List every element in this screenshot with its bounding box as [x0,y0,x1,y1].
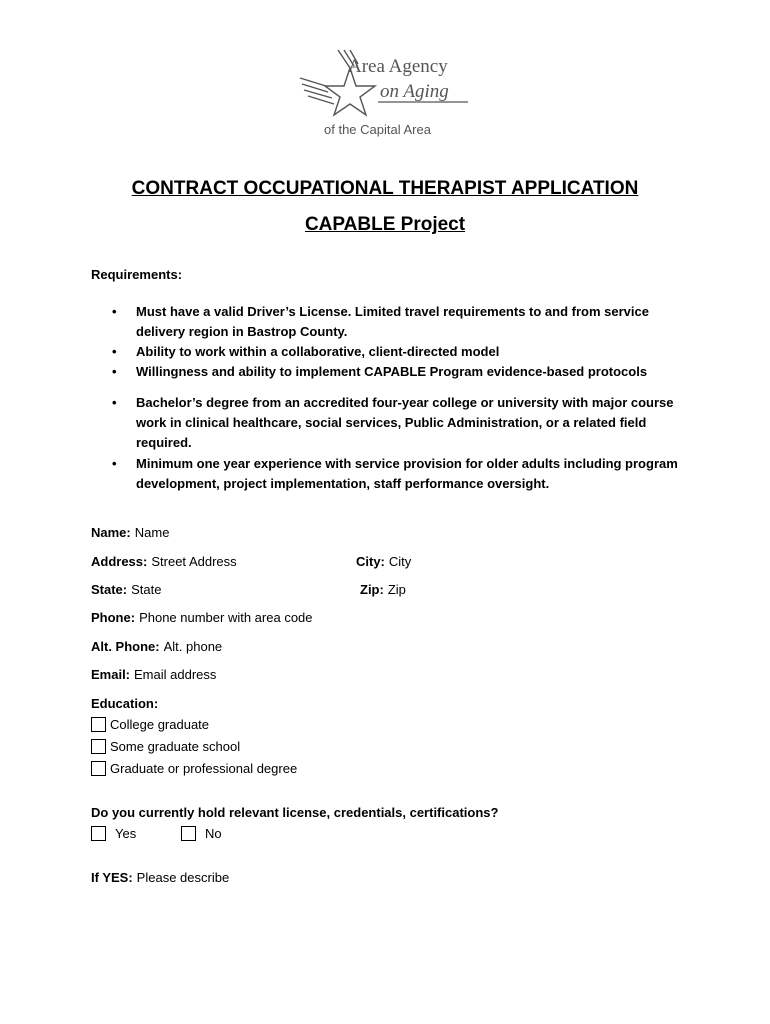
agency-logo [298,46,476,138]
some-graduate-school-checkbox[interactable] [91,739,106,754]
graduate-professional-degree-checkbox[interactable] [91,761,106,776]
requirements-list-1 [112,302,687,382]
list-item: • Ability to work within a collaborative, client-directed model [112,344,500,359]
license-no-checkbox[interactable] [181,826,196,841]
education-option-professional[interactable]: Graduate or professional degree [91,761,297,776]
email-field[interactable]: Email: Email address [91,667,217,682]
phone-field[interactable]: Phone: Phone number with area code [91,610,313,625]
list-item: • Minimum one year experience with service provision for older adults including program development, project implementation, staff performance oversight. [112,456,678,491]
name-field[interactable]: Name: Name [91,525,170,540]
education-label: Education: [91,696,159,711]
college-graduate-checkbox[interactable] [91,717,106,732]
list-item: • Must have a valid Driver’s License. Limited travel requirements to and from service delivery region in Bastrop County. [112,304,649,339]
education-option-some-grad[interactable]: Some graduate school [91,739,240,754]
logo-line2: on Aging [380,81,449,102]
list-item: • Bachelor’s degree from an accredited four-year college or university with major course work in clinical healthcare, social services, Public Administration, or a related field required. [112,395,674,450]
logo-line1: Area Agency [348,56,448,77]
city-field[interactable]: City: City [356,554,412,569]
requirements-heading: Requirements: [91,267,183,282]
address-field[interactable]: Address: Street Address [91,554,237,569]
state-field[interactable]: State: State [91,582,162,597]
license-no-option[interactable]: No [181,826,222,841]
if-yes-field[interactable]: If YES: Please describe [91,870,230,885]
zip-field[interactable]: Zip: Zip [360,582,406,597]
list-item: • Willingness and ability to implement CAPABLE Program evidence-based protocols [112,364,648,379]
page-subtitle: CAPABLE Project [304,214,466,235]
education-option-college[interactable]: College graduate [91,717,209,732]
alt-phone-field[interactable]: Alt. Phone: Alt. phone [91,639,223,654]
page-title: CONTRACT OCCUPATIONAL THERAPIST APPLICATION [131,178,639,199]
logo-line3: of the Capital Area [324,122,431,137]
license-yes-option[interactable]: Yes [91,826,136,841]
license-yes-checkbox[interactable] [91,826,106,841]
requirements-list-2 [112,393,687,494]
license-question-label: Do you currently hold relevant license, credentials, certifications? [91,805,499,820]
